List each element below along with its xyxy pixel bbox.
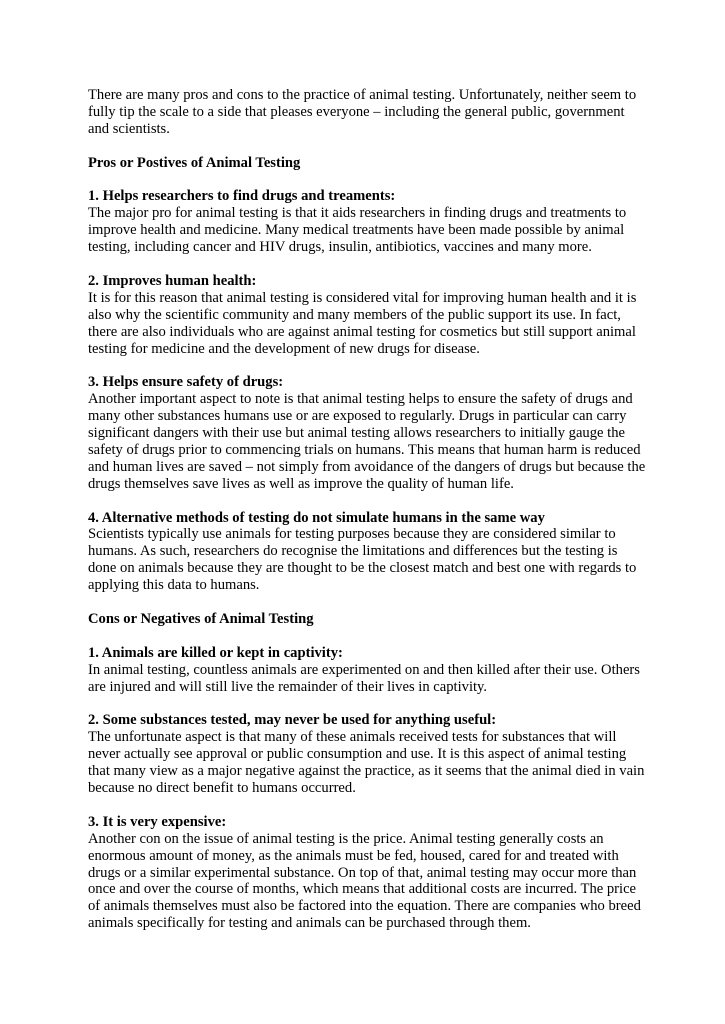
cons-item <box>88 814 648 932</box>
pros-item-body: It is for this reason that animal testing is considered vital for improving human health and it is also why the scientific community and many members of the public support its use. In fact, there are also individuals who are against animal testing for cosmetics but still support animal testing for medicine and the development of new drugs for disease. <box>88 289 637 357</box>
pros-item <box>88 273 648 358</box>
pros-item <box>88 374 648 492</box>
cons-item-title: 3. It is very expensive: <box>88 813 227 830</box>
pros-item-title: 1. Helps researchers to find drugs and treaments: <box>88 188 396 205</box>
cons-item-body: Another con on the issue of animal testing is the price. Animal testing generally costs an enormous amount of money, as the animals must be fed, housed, cared for and treated with drugs or a similar experimental substance. On top of that, animal testing may occur more than once and over the course of months, which means that additional costs are incurred. The price of animals themselves must also be factored into the equation. There are companies who breed animals specifically for testing and animals can be purchased through them. <box>88 830 641 932</box>
pros-heading: Pros or Postives of Animal Testing <box>88 154 301 171</box>
intro-paragraph: There are many pros and cons to the practice of animal testing. Unfortunately, neither seem to fully tip the scale to a side that pleases everyone – including the general public, government and scientists. <box>88 87 637 137</box>
cons-item-body: The unfortunate aspect is that many of these animals received tests for substances that will never actually see approval or public consumption and use. It is this aspect of animal testing that many view as a major negative against the practice, as it seems that the animal died in vain because no direct benefit to humans occurred. <box>88 729 645 797</box>
cons-item-title: 1. Animals are killed or kept in captivity: <box>88 644 343 661</box>
pros-item-title: 4. Alternative methods of testing do not simulate humans in the same way <box>88 509 545 526</box>
pros-item-body: The major pro for animal testing is that it aids researchers in finding drugs and treatments to improve health and medicine. Many medical treatments have been made possible by animal testing, including cancer and HIV drugs, insulin, antibiotics, vaccines and many more. <box>88 205 627 256</box>
pros-item-body: Another important aspect to note is that animal testing helps to ensure the safety of drugs and many other substances humans use or are exposed to regularly. Drugs in particular can carry significant dangers with their use but animal testing allows researchers to initially gauge the safety of drugs prior to commencing trials on humans. This means that human harm is reduced and human lives are saved – not simply from avoidance of the dangers of drugs but because the drugs themselves save lives as well as improve the quality of human life. <box>88 391 646 492</box>
cons-item-body: In animal testing, countless animals are experimented on and then killed after their use. Others are injured and will still live the remainder of their lives in captivity. <box>88 661 640 695</box>
cons-item-title: 2. Some substances tested, may never be used for anything useful: <box>88 712 497 729</box>
pros-item <box>88 188 648 256</box>
pros-item <box>88 510 648 595</box>
cons-item <box>88 712 648 797</box>
document-page <box>88 87 648 949</box>
pros-item-title: 2. Improves human health: <box>88 272 257 289</box>
cons-item <box>88 645 648 696</box>
pros-item-title: 3. Helps ensure safety of drugs: <box>88 374 284 391</box>
pros-item-body: Scientists typically use animals for testing purposes because they are considered similar to humans. As such, researchers do recognise the limitations and differences but the testing is done on animals because they are thought to be the closest match and best one with regards to applying this data to humans. <box>88 526 637 594</box>
cons-heading: Cons or Negatives of Animal Testing <box>88 611 314 627</box>
